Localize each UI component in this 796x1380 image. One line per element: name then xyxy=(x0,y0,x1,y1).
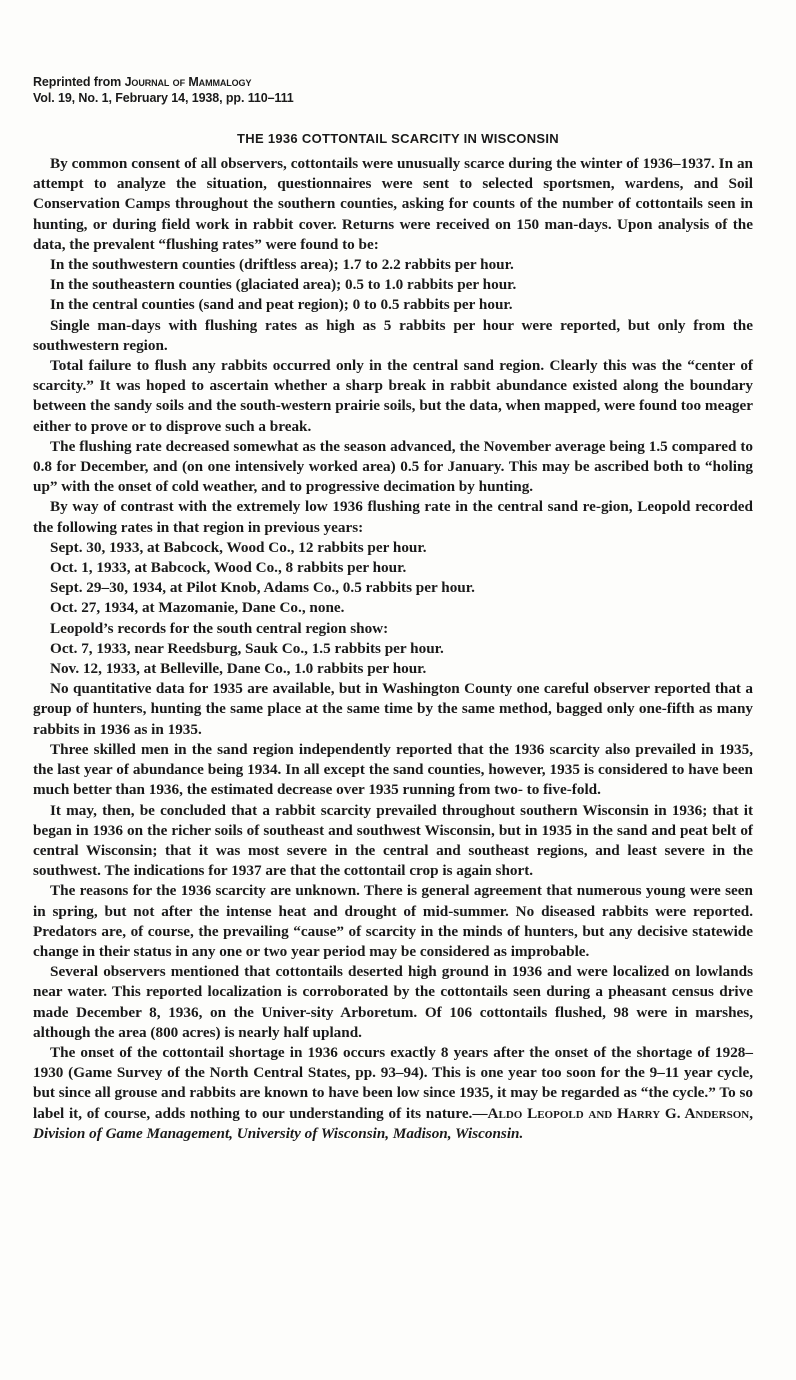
paragraph: In the central counties (sand and peat region); 0 to 0.5 rabbits per hour. xyxy=(50,296,513,314)
citation-line: Vol. 19, No. 1, February 14, 1938, pp. 110–111 xyxy=(33,91,294,105)
paragraph: Sept. 30, 1933, at Babcock, Wood Co., 12 rabbits per hour. xyxy=(50,538,427,556)
paragraph: Sept. 29–30, 1934, at Pilot Knob, Adams Co., 0.5 rabbits per hour. xyxy=(50,579,475,597)
paragraph: In the southeastern counties (glaciated area); 0.5 to 1.0 rabbits per hour. xyxy=(50,276,517,294)
signature-separator: , xyxy=(749,1104,753,1122)
journal-name: Journal of Mammalogy xyxy=(124,75,252,89)
paragraph: Single man-days with flushing rates as high as 5 rabbits per hour were reported, but only from the southwestern region. xyxy=(33,316,753,354)
reprint-prefix: Reprinted from xyxy=(33,75,125,89)
paragraph: It may, then, be concluded that a rabbit scarcity prevailed throughout southern Wisconsin in 1936; that it began in 1936 on the richer soils of southeast and southwest Wisconsin, but in 1935 in the sand and peat belt of central Wisconsin; that it was most severe in the central and southeast regions, and least severe in the southwest. The indications for 1937 are that the cottontail crop is again short. xyxy=(33,801,753,880)
paragraph: No quantitative data for 1935 are available, but in Washington County one careful observer reported that a group of hunters, hunting the same place at the same time by the same method, bagged only one-fifth as many rabbits in 1936 as in 1935. xyxy=(33,680,753,738)
paragraph: In the southwestern counties (driftless area); 1.7 to 2.2 rabbits per hour. xyxy=(50,256,514,274)
author-affiliation: Division of Game Management, University of Wisconsin, Madison, Wisconsin. xyxy=(33,1124,524,1142)
paragraph: Oct. 1, 1933, at Babcock, Wood Co., 8 rabbits per hour. xyxy=(50,559,407,577)
paragraph: The flushing rate decreased somewhat as the season advanced, the November average being 1.5 compared to 0.8 for December, and (on one intensively worked area) 0.5 for January. This may be ascribed both to “holing up” with the onset of cold weather, and to progressive decimation by hunting. xyxy=(33,437,753,496)
final-paragraph-text: The onset of the cottontail shortage in 1936 occurs exactly 8 years after the onset of the shortage of 1928–1930 (Game Survey of the North Central States, pp. 93–94). This is one year too soon for the 9–11 year cycle, but since all grouse and rabbits are known to have been low since 1935, it may be regarded as “the cycle.” To so label it, of course, adds nothing to our understanding of its nature.— xyxy=(33,1043,753,1122)
paragraph: Three skilled men in the sand region independently reported that the 1936 scarcity also prevailed in 1935, the last year of abundance being 1934. In all except the sand counties, however, 1935 is considered to have been much better than 1936, the estimated decrease over 1935 running from two- to five-fold. xyxy=(33,740,753,799)
final-paragraph xyxy=(33,1043,753,1144)
paragraph: Oct. 27, 1934, at Mazomanie, Dane Co., none. xyxy=(50,599,345,617)
article-body xyxy=(33,154,753,1144)
paragraph: Leopold’s records for the south central region show: xyxy=(50,619,389,637)
paragraph: By common consent of all observers, cottontails were unusually scarce during the winter of 1936–1937. In an attempt to analyze the situation, questionnaires were sent to selected sportsmen, wardens, and Soil Conservation Camps throughout the southern counties, asking for counts of the number of cottontails seen in hunting, or during field work in rabbit cover. Returns were received on 150 man-days. Upon analysis of the data, the prevalent “flushing rates” were found to be: xyxy=(33,155,753,253)
paragraph: By way of contrast with the extremely low 1936 flushing rate in the central sand re-gion, Leopold recorded the following rates in that region in previous years: xyxy=(33,498,753,536)
paragraph: Nov. 12, 1933, at Belleville, Dane Co., 1.0 rabbits per hour. xyxy=(50,660,427,678)
reprint-header xyxy=(33,74,753,106)
article-title: THE 1936 COTTONTAIL SCARCITY IN WISCONSIN xyxy=(237,131,559,146)
paragraph: Several observers mentioned that cottontails deserted high ground in 1936 and were localized on lowlands near water. This reported localization is corroborated by the cottontails seen during a pheasant census drive made December 8, 1936, on the Univer-sity Arboretum. Of 106 cottontails flushed, 98 were in marshes, although the area (800 acres) is nearly half upland. xyxy=(33,963,753,1041)
paragraph: The reasons for the 1936 scarcity are unknown. There is general agreement that numerous young were seen in spring, but not after the intense heat and drought of mid-summer. No diseased rabbits were reported. Predators are, of course, the prevailing “cause” of scarcity in the minds of hunters, but any decisive statewide change in their status in any one or two year period may be considered as improbable. xyxy=(33,882,753,960)
reprint-source-line xyxy=(33,74,753,90)
paragraph: Total failure to flush any rabbits occurred only in the central sand region. Clearly this was the “center of scarcity.” It was hoped to ascertain whether a sharp break in rabbit abundance existed along the boundary between the sandy soils and the south-western prairie soils, but the data, when mapped, were found too meager either to prove or to disprove such a break. xyxy=(33,357,753,435)
paragraph: Oct. 7, 1933, near Reedsburg, Sauk Co., 1.5 rabbits per hour. xyxy=(50,639,444,657)
author-signature: Aldo Leopold and Harry G. Anderson xyxy=(487,1104,750,1122)
